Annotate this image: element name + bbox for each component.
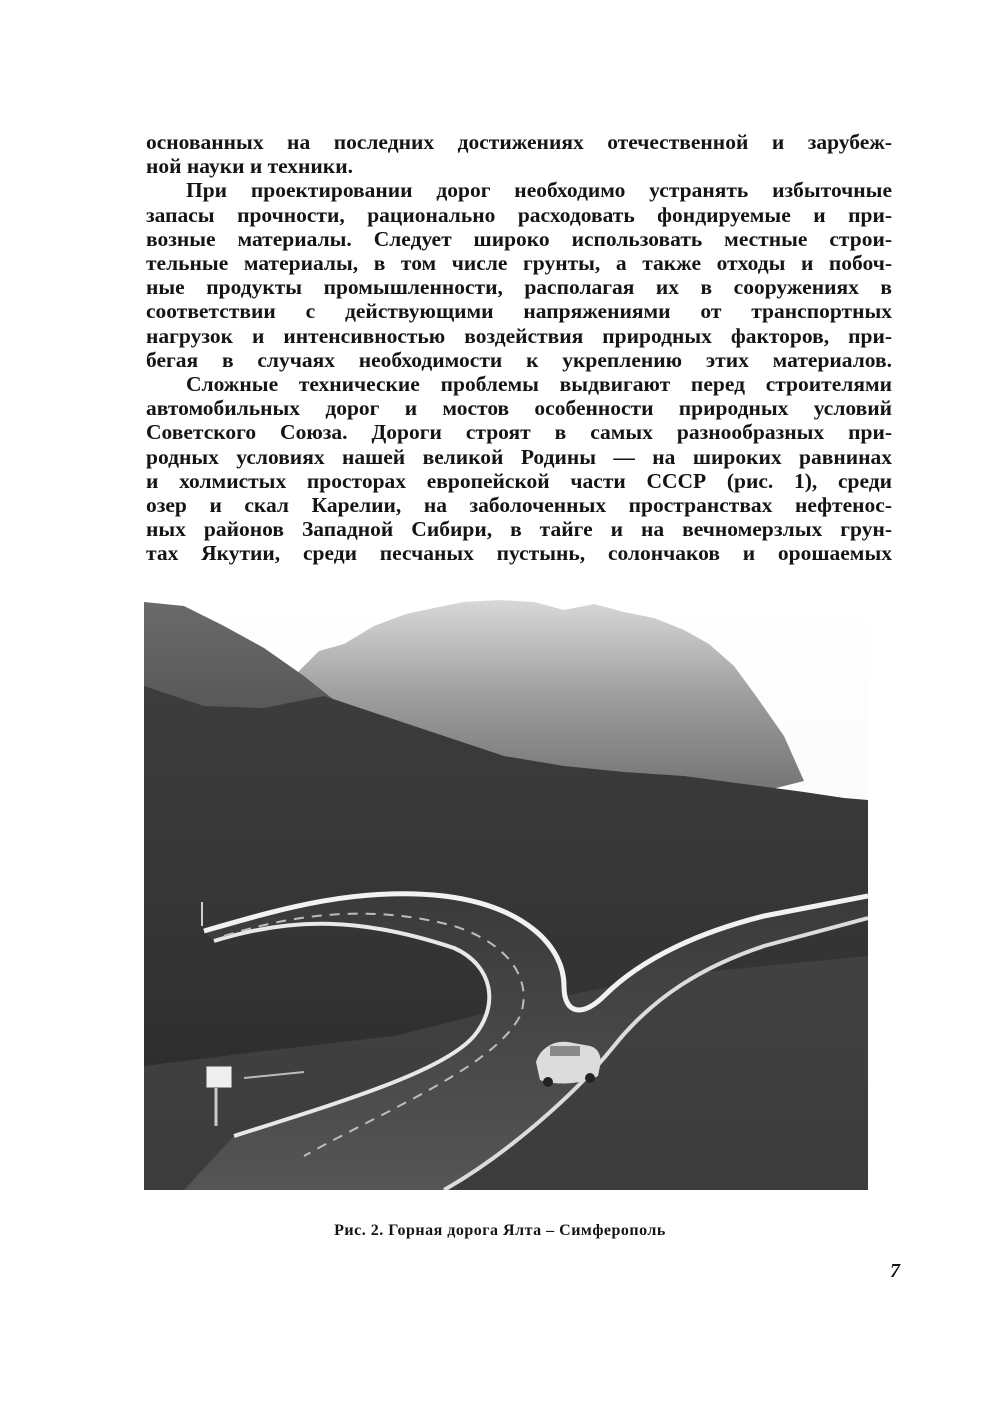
text-line: возные материалы. Следует широко использовать местные строи- bbox=[146, 226, 892, 251]
text-line: Сложные технические проблемы выдвигают перед строителями bbox=[186, 372, 892, 397]
text-line: нагрузок и интенсивностью воздействия природных факторов, при- bbox=[146, 323, 892, 348]
text-line: автомобильных дорог и мостов особенности природных условий bbox=[146, 396, 892, 421]
text-line: Советского Союза. Дороги строят в самых разнообразных при- bbox=[146, 420, 892, 445]
text-line: тельные материалы, в том числе грунты, а также отходы и побоч- bbox=[146, 251, 892, 276]
text-line: ные продукты промышленности, располагая их в сооружениях в bbox=[146, 275, 892, 300]
text-line: ной науки и техники. bbox=[146, 154, 353, 179]
text-line: родных условиях нашей великой Родины — на широких равнинах bbox=[146, 444, 892, 469]
text-line: озер и скал Карелии, на заболоченных пространствах нефтенос- bbox=[146, 493, 892, 518]
paragraph-1 bbox=[146, 130, 892, 178]
text-line: При проектировании дорог необходимо устранять избыточные bbox=[186, 178, 892, 203]
text-line: соответствии с действующими напряжениями от транспортных bbox=[146, 299, 892, 324]
text-line: тах Якутии, среди песчаных пустынь, солончаков и орошаемых bbox=[146, 541, 892, 566]
text-line: бегая в случаях необходимости к укреплению этих материалов. bbox=[146, 347, 892, 372]
body-text bbox=[146, 130, 892, 566]
paragraph-2 bbox=[146, 178, 892, 372]
text-line: основанных на последних достижениях отечественной и зарубеж- bbox=[146, 130, 892, 154]
car-shape bbox=[536, 1042, 601, 1087]
figure-caption: Рис. 2. Горная дорога Ялта – Симферополь bbox=[334, 1222, 666, 1239]
paragraph-3 bbox=[146, 372, 892, 566]
text-line: ных районов Западной Сибири, в тайге и на вечномерзлых грун- bbox=[146, 517, 892, 542]
text-line: и холмистых просторах европейской части СССР (рис. 1), среди bbox=[146, 468, 892, 493]
page-number: 7 bbox=[890, 1260, 900, 1282]
text-line: запасы прочности, рационально расходовать фондируемые и при- bbox=[146, 202, 892, 227]
mountain-road-photo bbox=[144, 596, 868, 1190]
